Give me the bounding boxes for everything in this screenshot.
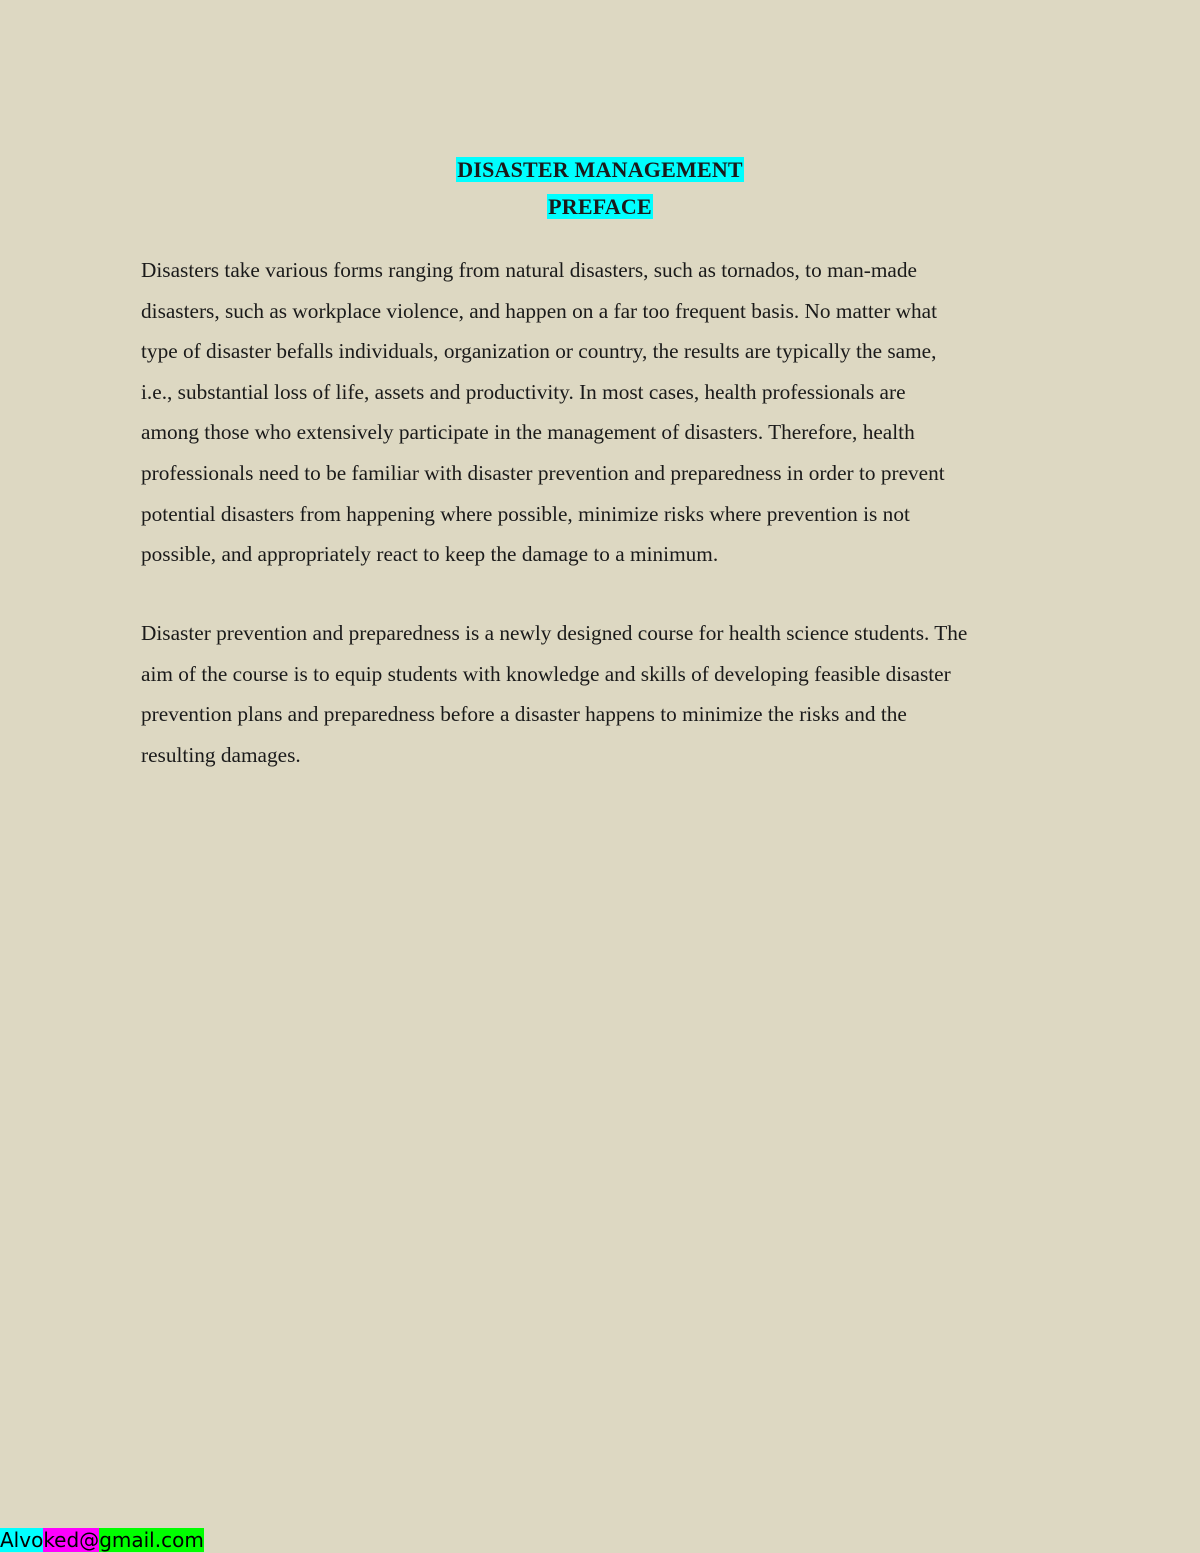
heading-block — [0, 153, 1200, 227]
email-segment-3: gmail.com — [99, 1528, 204, 1552]
document-subtitle: PREFACE — [548, 194, 652, 219]
footer-email — [0, 1527, 204, 1553]
document-title: DISASTER MANAGEMENT — [457, 157, 743, 182]
email-segment-2: ked@ — [43, 1528, 100, 1552]
paragraph-1: Disasters take various forms ranging from natural disasters, such as tornados, to man-made disasters, such as workplace violence, and happen on a far too frequent basis. No matter what type of disaster befalls individuals, organization or country, the results are typically the same, i.e., substantial loss of life, assets and productivity. In most cases, health professionals are among those who extensively participate in the management of disasters. Therefore, health professionals need to be familiar with disaster prevention and preparedness in order to prevent potential disasters from happening where possible, minimize risks where prevention is not possible, and appropriately react to keep the damage to a minimum. — [141, 258, 945, 567]
paragraph-2: Disaster prevention and preparedness is a newly designed course for health science students. The aim of the course is to equip students with knowledge and skills of developing feasible disaster prevention plans and preparedness before a disaster happens to minimize the risks and the resulting damages. — [141, 621, 968, 767]
email-segment-1: Alvo — [0, 1528, 44, 1552]
